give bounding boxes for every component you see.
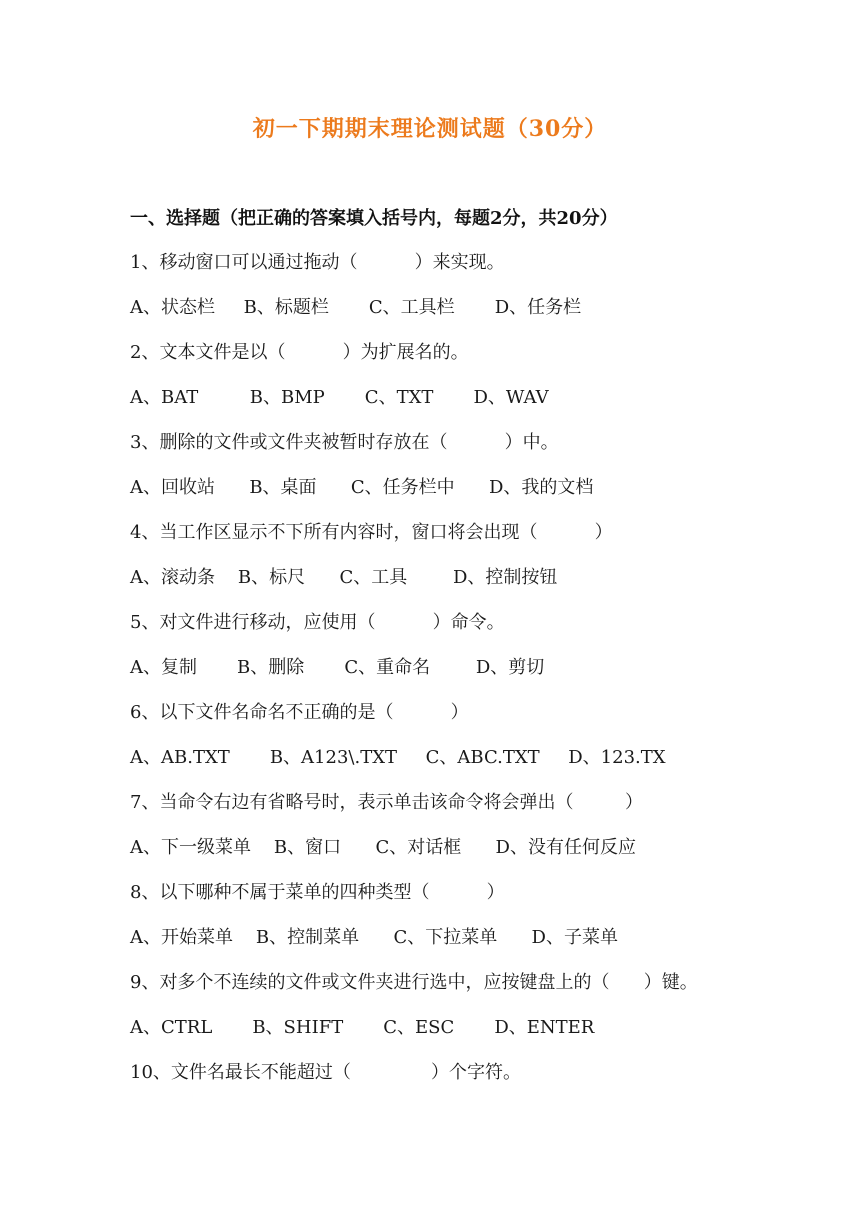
question-4: 4、当工作区显示不下所有内容时，窗口将会出现（ ） <box>130 522 613 543</box>
question-6-options: A、AB.TXT B、A123\.TXT C、ABC.TXT D、123.TX <box>130 747 666 768</box>
page-title: 初一下期期末理论测试题（30分） <box>252 116 608 142</box>
question-1: 1、移动窗口可以通过拖动（ ）来实现。 <box>130 252 505 273</box>
question-7: 7、当命令右边有省略号时，表示单击该命令将会弹出（ ） <box>130 792 643 813</box>
question-2: 2、文本文件是以（ ）为扩展名的。 <box>130 342 469 363</box>
question-3-options: A、回收站 B、桌面 C、任务栏中 D、我的文档 <box>130 477 594 498</box>
question-3: 3、删除的文件或文件夹被暂时存放在（ ）中。 <box>130 432 559 453</box>
question-1-options: A、状态栏 B、标题栏 C、工具栏 D、任务栏 <box>130 297 582 318</box>
question-10: 10、文件名最长不能超过（ ）个字符。 <box>130 1062 522 1083</box>
question-4-options: A、滚动条 B、标尺 C、工具 D、控制按钮 <box>130 567 558 588</box>
question-9: 9、对多个不连续的文件或文件夹进行选中，应按键盘上的（ ）键。 <box>130 972 698 993</box>
question-6: 6、以下文件名命名不正确的是（ ） <box>130 702 469 723</box>
question-8: 8、以下哪种不属于菜单的四种类型（ ） <box>130 882 505 903</box>
section-heading: 一、选择题（把正确的答案填入括号内，每题2分，共20分） <box>130 208 618 229</box>
question-5: 5、对文件进行移动，应使用（ ）命令。 <box>130 612 505 633</box>
question-9-options: A、CTRL B、SHIFT C、ESC D、ENTER <box>130 1017 595 1038</box>
question-7-options: A、下一级菜单 B、窗口 C、对话框 D、没有任何反应 <box>130 837 636 858</box>
question-2-options: A、BAT B、BMP C、TXT D、WAV <box>130 387 549 408</box>
question-5-options: A、复制 B、删除 C、重命名 D、剪切 <box>130 657 545 678</box>
question-8-options: A、开始菜单 B、控制菜单 C、下拉菜单 D、子菜单 <box>130 927 618 948</box>
question-list <box>130 249 820 1104</box>
